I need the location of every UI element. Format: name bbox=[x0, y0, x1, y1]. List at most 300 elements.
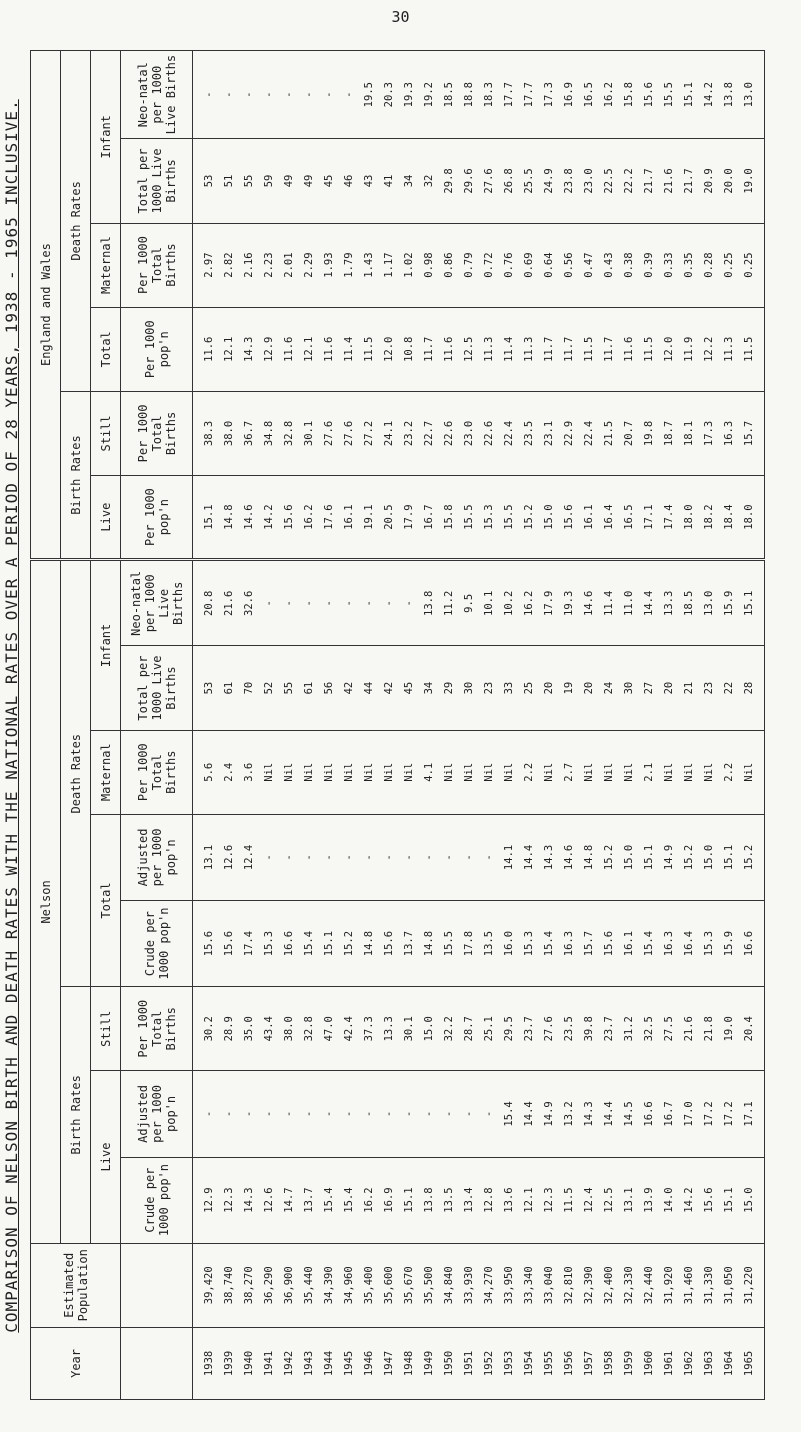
cell-ew-still-per-1000: 27.2 bbox=[362, 420, 375, 447]
cell-nelson-death-adjusted: 15.2 bbox=[602, 844, 615, 871]
cell-nelson-still-per-1000: 15.0 bbox=[422, 1016, 435, 1042]
cell-nelson-maternal: Nil bbox=[602, 762, 615, 782]
cell-nelson-infant-neonatal: 13.3 bbox=[662, 590, 675, 616]
cell-ew-neonatal: 18.5 bbox=[442, 82, 455, 108]
cell-ew-maternal: 0.64 bbox=[542, 252, 555, 278]
cell-nelson-death-crude: 13.7 bbox=[402, 930, 415, 957]
cell-nelson-infant-neonatal: - bbox=[342, 600, 355, 607]
cell-ew-infant-total: 43 bbox=[362, 174, 375, 188]
cell-nelson-still-per-1000: 21.6 bbox=[682, 1016, 695, 1042]
cell-nelson-maternal: Nil bbox=[742, 762, 755, 782]
cell-ew-maternal: 0.35 bbox=[682, 252, 695, 278]
cell-year: 1941 bbox=[262, 1350, 275, 1377]
cell-nelson-infant-total: 61 bbox=[302, 681, 315, 695]
cell-nelson-infant-total: 30 bbox=[462, 681, 475, 695]
cell-nelson-still-per-1000: 20.4 bbox=[742, 1016, 755, 1042]
cell-nelson-death-crude: 17.4 bbox=[242, 930, 255, 957]
cell-nelson-infant-total: 25 bbox=[522, 681, 535, 695]
cell-nelson-live-adjusted: - bbox=[302, 1110, 315, 1118]
cell-nelson-infant-total: 53 bbox=[202, 681, 215, 695]
cell-ew-live: 16.1 bbox=[582, 504, 595, 530]
cell-ew-maternal: 0.98 bbox=[422, 252, 435, 278]
cell-ew-live: 18.2 bbox=[702, 504, 715, 530]
cell-nelson-live-adjusted: - bbox=[442, 1110, 455, 1118]
cell-ew-live: 17.4 bbox=[662, 504, 675, 530]
cell-population: 35,440 bbox=[302, 1266, 315, 1305]
cell-nelson-infant-total: 28 bbox=[742, 681, 755, 695]
cell-ew-still-per-1000: 22.7 bbox=[422, 420, 435, 447]
cell-nelson-live-crude: 12.4 bbox=[582, 1187, 595, 1213]
cell-ew-live: 15.5 bbox=[462, 504, 475, 530]
cell-ew-neonatal: - bbox=[222, 91, 235, 98]
cell-ew-maternal: 1.93 bbox=[322, 252, 335, 278]
cell-ew-total-death: 11.6 bbox=[322, 336, 335, 362]
cell-nelson-infant-neonatal: - bbox=[382, 600, 395, 607]
cell-nelson-still-per-1000: 19.0 bbox=[722, 1016, 735, 1042]
cell-nelson-death-adjusted: - bbox=[442, 854, 455, 861]
cell-nelson-still-per-1000: 32.2 bbox=[442, 1016, 455, 1042]
cell-ew-still-per-1000: 38.3 bbox=[202, 420, 215, 447]
cell-nelson-still-per-1000: 38.0 bbox=[282, 1016, 295, 1042]
cell-nelson-maternal: 2.2 bbox=[722, 762, 735, 782]
cell-ew-neonatal: 19.2 bbox=[422, 82, 435, 108]
cell-nelson-death-crude: 16.3 bbox=[662, 930, 675, 957]
cell-year: 1956 bbox=[562, 1350, 575, 1377]
cell-nelson-live-crude: 13.4 bbox=[462, 1187, 475, 1213]
cell-ew-infant-total: 46 bbox=[342, 174, 355, 188]
header-ew-maternal: Maternal bbox=[91, 223, 121, 307]
cell-ew-still-per-1000: 21.5 bbox=[602, 420, 615, 447]
cell-nelson-infant-total: 61 bbox=[222, 681, 235, 695]
cell-ew-total-death: 10.8 bbox=[402, 336, 415, 362]
cell-nelson-maternal: 3.6 bbox=[242, 762, 255, 782]
cell-nelson-maternal: Nil bbox=[482, 762, 495, 782]
cell-ew-still-per-1000: 22.6 bbox=[442, 420, 455, 447]
cell-ew-total-death: 11.3 bbox=[722, 336, 735, 362]
cell-ew-still-per-1000: 18.1 bbox=[682, 420, 695, 447]
cell-nelson-maternal: 2.4 bbox=[222, 762, 235, 782]
cell-nelson-still-per-1000: 32.8 bbox=[302, 1016, 315, 1042]
header-ew-infant-total: Total per 1000 Live Births bbox=[121, 139, 193, 223]
cell-population: 33,930 bbox=[462, 1266, 475, 1305]
cell-ew-infant-total: 34 bbox=[402, 174, 415, 188]
cell-ew-infant-total: 53 bbox=[202, 174, 215, 188]
cell-nelson-live-adjusted: - bbox=[322, 1110, 335, 1118]
cell-population: 34,960 bbox=[342, 1266, 355, 1305]
cell-ew-live: 19.1 bbox=[362, 504, 375, 530]
cell-population: 34,390 bbox=[322, 1266, 335, 1305]
cell-nelson-death-crude: 16.3 bbox=[562, 930, 575, 957]
cell-nelson-live-crude: 15.1 bbox=[722, 1187, 735, 1213]
cell-nelson-still-per-1000: 32.5 bbox=[642, 1016, 655, 1042]
cell-nelson-live-adjusted: - bbox=[222, 1110, 235, 1118]
cell-nelson-death-adjusted: 15.2 bbox=[742, 844, 755, 871]
cell-ew-neonatal: 15.5 bbox=[662, 82, 675, 108]
cell-year: 1942 bbox=[282, 1350, 295, 1377]
cell-ew-live: 15.8 bbox=[442, 504, 455, 530]
cell-ew-live: 14.8 bbox=[222, 504, 235, 530]
cell-nelson-live-adjusted: 15.4 bbox=[502, 1101, 515, 1127]
cell-ew-neonatal: 19.5 bbox=[362, 82, 375, 108]
cell-nelson-maternal: Nil bbox=[622, 762, 635, 782]
cell-ew-still-per-1000: 27.6 bbox=[322, 420, 335, 447]
cell-nelson-live-adjusted: - bbox=[282, 1110, 295, 1118]
cell-ew-still-per-1000: 20.7 bbox=[622, 420, 635, 447]
cell-nelson-maternal: 4.1 bbox=[422, 762, 435, 782]
header-nelson-still: Still bbox=[91, 987, 121, 1071]
cell-nelson-infant-neonatal: - bbox=[302, 600, 315, 607]
cell-nelson-live-crude: 13.5 bbox=[442, 1187, 455, 1213]
cell-nelson-infant-total: 29 bbox=[442, 681, 455, 695]
header-nelson-infant: Infant bbox=[91, 560, 121, 730]
cell-nelson-live-crude: 12.8 bbox=[482, 1187, 495, 1213]
cell-ew-total-death: 12.9 bbox=[262, 336, 275, 362]
cell-nelson-maternal: Nil bbox=[302, 762, 315, 782]
cell-nelson-infant-total: 70 bbox=[242, 681, 255, 695]
cell-ew-infant-total: 59 bbox=[262, 174, 275, 188]
cell-nelson-still-per-1000: 23.7 bbox=[602, 1016, 615, 1042]
cell-ew-maternal: 0.38 bbox=[622, 252, 635, 278]
cell-year: 1947 bbox=[382, 1350, 395, 1377]
cell-ew-maternal: 0.56 bbox=[562, 252, 575, 278]
cell-nelson-still-per-1000: 29.5 bbox=[502, 1016, 515, 1042]
cell-ew-neonatal: 17.3 bbox=[542, 82, 555, 108]
header-ew-infant: Infant bbox=[91, 51, 121, 224]
header-nelson-live: Live bbox=[91, 1071, 121, 1243]
cell-ew-infant-total: 29.6 bbox=[462, 168, 475, 194]
cell-nelson-maternal: Nil bbox=[262, 762, 275, 782]
cell-nelson-infant-neonatal: 11.2 bbox=[442, 590, 455, 616]
cell-nelson-still-per-1000: 47.0 bbox=[322, 1016, 335, 1042]
cell-nelson-live-adjusted: 14.5 bbox=[622, 1101, 635, 1127]
cell-nelson-maternal: Nil bbox=[282, 762, 295, 782]
cell-nelson-death-crude: 16.1 bbox=[622, 930, 635, 957]
cell-ew-live: 16.7 bbox=[422, 504, 435, 530]
cell-nelson-live-crude: 12.3 bbox=[542, 1187, 555, 1213]
cell-nelson-infant-neonatal: 16.2 bbox=[522, 590, 535, 616]
cell-nelson-infant-total: 55 bbox=[282, 681, 295, 695]
cell-year: 1965 bbox=[742, 1350, 755, 1377]
cell-population: 32,440 bbox=[642, 1266, 655, 1305]
page-number: 30 bbox=[391, 8, 410, 26]
cell-nelson-death-adjusted: - bbox=[322, 854, 335, 861]
cell-ew-live: 17.1 bbox=[642, 504, 655, 530]
header-year: Year bbox=[31, 1327, 121, 1399]
cell-nelson-death-crude: 15.3 bbox=[702, 930, 715, 957]
header-nelson: Nelson bbox=[31, 560, 61, 1243]
cell-nelson-live-crude: 15.1 bbox=[402, 1187, 415, 1213]
cell-ew-neonatal: 17.7 bbox=[522, 82, 535, 108]
cell-nelson-live-crude: 13.1 bbox=[622, 1187, 635, 1213]
cell-nelson-infant-total: 20 bbox=[542, 681, 555, 695]
cell-nelson-death-crude: 15.4 bbox=[542, 930, 555, 957]
cell-population: 32,400 bbox=[602, 1266, 615, 1305]
cell-year: 1961 bbox=[662, 1350, 675, 1377]
cell-nelson-infant-total: 30 bbox=[622, 681, 635, 695]
cell-nelson-death-adjusted: 12.6 bbox=[222, 844, 235, 871]
cell-nelson-death-crude: 17.8 bbox=[462, 930, 475, 957]
cell-nelson-live-crude: 14.0 bbox=[662, 1187, 675, 1213]
cell-nelson-maternal: Nil bbox=[702, 762, 715, 782]
cell-ew-live: 18.4 bbox=[722, 504, 735, 530]
cell-ew-still-per-1000: 36.7 bbox=[242, 420, 255, 447]
cell-nelson-maternal: Nil bbox=[682, 762, 695, 782]
cell-ew-total-death: 11.5 bbox=[582, 336, 595, 362]
cell-ew-neonatal: - bbox=[342, 91, 355, 98]
cell-nelson-death-adjusted: - bbox=[362, 854, 375, 861]
cell-nelson-live-adjusted: - bbox=[342, 1110, 355, 1118]
cell-nelson-death-adjusted: - bbox=[482, 854, 495, 861]
cell-nelson-infant-neonatal: 14.6 bbox=[582, 590, 595, 616]
cell-ew-live: 15.2 bbox=[522, 504, 535, 530]
cell-ew-total-death: 12.0 bbox=[382, 336, 395, 362]
cell-nelson-infant-neonatal: - bbox=[262, 600, 275, 607]
cell-population: 36,900 bbox=[282, 1266, 295, 1305]
col-ew-infant-total bbox=[193, 139, 765, 223]
cell-ew-total-death: 12.5 bbox=[462, 336, 475, 362]
header-nelson-birth-rates: Birth Rates bbox=[61, 987, 91, 1244]
cell-nelson-infant-total: 23 bbox=[482, 681, 495, 695]
cell-ew-live: 16.1 bbox=[342, 504, 355, 530]
cell-nelson-infant-neonatal: 14.4 bbox=[642, 590, 655, 616]
cell-ew-live: 20.5 bbox=[382, 504, 395, 530]
cell-nelson-infant-total: 52 bbox=[262, 681, 275, 695]
header-ew-death-rates: Death Rates bbox=[61, 51, 91, 392]
header-england-wales: England and Wales bbox=[31, 51, 61, 560]
cell-nelson-live-crude: 13.8 bbox=[422, 1187, 435, 1213]
cell-nelson-live-crude: 16.2 bbox=[362, 1187, 375, 1213]
cell-ew-still-per-1000: 23.5 bbox=[522, 420, 535, 447]
cell-nelson-infant-total: 19 bbox=[562, 681, 575, 695]
cell-nelson-death-crude: 15.6 bbox=[222, 930, 235, 957]
cell-ew-neonatal: - bbox=[282, 91, 295, 98]
cell-nelson-death-crude: 15.1 bbox=[322, 930, 335, 957]
cell-ew-maternal: 2.97 bbox=[202, 252, 215, 278]
cell-nelson-death-crude: 15.6 bbox=[602, 930, 615, 957]
cell-nelson-death-adjusted: 14.8 bbox=[582, 844, 595, 871]
cell-nelson-live-adjusted: - bbox=[402, 1110, 415, 1118]
cell-nelson-death-adjusted: - bbox=[282, 854, 295, 861]
cell-ew-neonatal: - bbox=[302, 91, 315, 98]
cell-nelson-live-crude: 13.9 bbox=[642, 1187, 655, 1213]
cell-nelson-infant-neonatal: 11.0 bbox=[622, 590, 635, 616]
cell-ew-still-per-1000: 34.8 bbox=[262, 420, 275, 447]
cell-ew-neonatal: 14.2 bbox=[702, 82, 715, 108]
cell-nelson-death-crude: 15.6 bbox=[202, 930, 215, 957]
cell-nelson-infant-total: 33 bbox=[502, 681, 515, 695]
cell-nelson-live-crude: 12.9 bbox=[202, 1187, 215, 1213]
cell-nelson-infant-neonatal: 15.9 bbox=[722, 590, 735, 616]
cell-year: 1944 bbox=[322, 1350, 335, 1377]
cell-ew-total-death: 11.7 bbox=[562, 336, 575, 362]
cell-nelson-maternal: Nil bbox=[582, 762, 595, 782]
cell-nelson-still-per-1000: 13.3 bbox=[382, 1016, 395, 1042]
cell-population: 31,920 bbox=[662, 1266, 675, 1305]
cell-ew-live: 15.1 bbox=[202, 504, 215, 530]
cell-nelson-live-crude: 15.4 bbox=[342, 1187, 355, 1213]
cell-nelson-infant-neonatal: - bbox=[402, 600, 415, 607]
cell-year: 1959 bbox=[622, 1350, 635, 1377]
cell-year: 1960 bbox=[642, 1350, 655, 1377]
header-estimated-population: Estimated Population bbox=[31, 1243, 121, 1327]
cell-ew-total-death: 12.0 bbox=[662, 336, 675, 362]
cell-ew-neonatal: 13.0 bbox=[742, 82, 755, 108]
cell-ew-maternal: 0.43 bbox=[602, 252, 615, 278]
cell-nelson-maternal: 2.7 bbox=[562, 762, 575, 782]
cell-ew-still-per-1000: 23.0 bbox=[462, 420, 475, 447]
cell-population: 38,740 bbox=[222, 1266, 235, 1305]
col-nelson-live-crude bbox=[193, 1157, 765, 1243]
cell-population: 33,040 bbox=[542, 1266, 555, 1305]
cell-ew-infant-total: 29.8 bbox=[442, 168, 455, 194]
cell-nelson-still-per-1000: 35.0 bbox=[242, 1016, 255, 1042]
cell-nelson-infant-total: 21 bbox=[682, 681, 695, 695]
cell-nelson-live-adjusted: 14.4 bbox=[602, 1101, 615, 1127]
cell-nelson-maternal: Nil bbox=[462, 762, 475, 782]
cell-nelson-death-adjusted: 14.3 bbox=[542, 844, 555, 871]
cell-nelson-death-adjusted: - bbox=[462, 854, 475, 861]
col-ew-neonatal bbox=[193, 51, 765, 139]
cell-ew-infant-total: 22.5 bbox=[602, 168, 615, 194]
cell-ew-live: 16.4 bbox=[602, 504, 615, 530]
cell-ew-still-per-1000: 15.7 bbox=[742, 420, 755, 447]
cell-ew-maternal: 2.82 bbox=[222, 252, 235, 278]
cell-nelson-death-crude: 16.6 bbox=[282, 930, 295, 957]
vital-statistics-table bbox=[30, 50, 765, 1400]
cell-nelson-maternal: 2.2 bbox=[522, 762, 535, 782]
header-nelson-death-adjusted: Adjusted per 1000 pop'n bbox=[121, 814, 193, 900]
cell-nelson-death-adjusted: - bbox=[262, 854, 275, 861]
cell-ew-neonatal: 18.8 bbox=[462, 82, 475, 108]
cell-nelson-death-crude: 13.5 bbox=[482, 930, 495, 957]
header-ew-birth-rates: Birth Rates bbox=[61, 391, 91, 559]
cell-year: 1952 bbox=[482, 1350, 495, 1377]
cell-year: 1958 bbox=[602, 1350, 615, 1377]
cell-nelson-death-adjusted: - bbox=[382, 854, 395, 861]
cell-nelson-live-crude: 12.3 bbox=[222, 1187, 235, 1213]
cell-nelson-death-adjusted: 14.1 bbox=[502, 844, 515, 871]
cell-ew-neonatal: 19.3 bbox=[402, 82, 415, 108]
cell-ew-infant-total: 23.0 bbox=[582, 168, 595, 194]
cell-ew-still-per-1000: 18.7 bbox=[662, 420, 675, 447]
cell-ew-infant-total: 20.9 bbox=[702, 168, 715, 194]
cell-ew-still-per-1000: 16.3 bbox=[722, 420, 735, 447]
cell-ew-maternal: 0.33 bbox=[662, 252, 675, 278]
cell-ew-infant-total: 25.5 bbox=[522, 168, 535, 194]
cell-nelson-infant-neonatal: 10.1 bbox=[482, 590, 495, 616]
cell-nelson-still-per-1000: 30.1 bbox=[402, 1016, 415, 1042]
cell-ew-total-death: 11.6 bbox=[202, 336, 215, 362]
cell-ew-infant-total: 45 bbox=[322, 174, 335, 188]
cell-ew-neonatal: 17.7 bbox=[502, 82, 515, 108]
cell-nelson-maternal: Nil bbox=[502, 762, 515, 782]
cell-ew-live: 17.9 bbox=[402, 504, 415, 530]
cell-ew-maternal: 0.79 bbox=[462, 252, 475, 278]
cell-ew-infant-total: 21.7 bbox=[642, 168, 655, 194]
cell-ew-neonatal: 15.6 bbox=[642, 82, 655, 108]
cell-ew-total-death: 11.7 bbox=[602, 336, 615, 362]
cell-population: 35,500 bbox=[422, 1266, 435, 1305]
cell-ew-maternal: 2.29 bbox=[302, 252, 315, 278]
cell-nelson-death-adjusted: 14.6 bbox=[562, 844, 575, 871]
cell-ew-infant-total: 21.7 bbox=[682, 168, 695, 194]
header-ew-total: Total bbox=[91, 307, 121, 391]
cell-nelson-death-crude: 15.3 bbox=[522, 930, 535, 957]
header-nelson-total: Total bbox=[91, 814, 121, 986]
header-nelson-maternal-per-1000: Per 1000 Total Births bbox=[121, 730, 193, 814]
cell-year: 1949 bbox=[422, 1350, 435, 1377]
col-nelson-death-crude bbox=[193, 901, 765, 987]
cell-nelson-death-adjusted: 15.0 bbox=[622, 844, 635, 871]
cell-nelson-maternal: Nil bbox=[342, 762, 355, 782]
cell-nelson-live-crude: 12.6 bbox=[262, 1187, 275, 1213]
header-nelson-infant-total: Total per 1000 Live Births bbox=[121, 646, 193, 730]
header-ew-still-per-1000: Per 1000 Total Births bbox=[121, 391, 193, 475]
cell-ew-still-per-1000: 17.3 bbox=[702, 420, 715, 447]
cell-nelson-live-adjusted: - bbox=[422, 1110, 435, 1118]
cell-nelson-death-adjusted: 15.0 bbox=[702, 844, 715, 871]
cell-nelson-live-crude: 15.6 bbox=[702, 1187, 715, 1213]
cell-nelson-infant-total: 34 bbox=[422, 681, 435, 695]
header-ew-live: Live bbox=[91, 476, 121, 560]
col-nelson-still-per-1000 bbox=[193, 987, 765, 1071]
cell-nelson-still-per-1000: 27.5 bbox=[662, 1016, 675, 1042]
cell-population: 34,840 bbox=[442, 1266, 455, 1305]
cell-nelson-live-adjusted: 14.4 bbox=[522, 1101, 535, 1127]
cell-ew-neonatal: 16.9 bbox=[562, 82, 575, 108]
cell-ew-total-death: 11.5 bbox=[362, 336, 375, 362]
cell-year: 1939 bbox=[222, 1350, 235, 1377]
cell-ew-maternal: 2.16 bbox=[242, 252, 255, 278]
cell-nelson-death-crude: 16.4 bbox=[682, 930, 695, 957]
cell-year: 1946 bbox=[362, 1350, 375, 1377]
cell-ew-total-death: 11.7 bbox=[422, 336, 435, 362]
cell-nelson-infant-neonatal: 20.8 bbox=[202, 590, 215, 616]
cell-ew-infant-total: 22.2 bbox=[622, 168, 635, 194]
cell-ew-still-per-1000: 30.1 bbox=[302, 420, 315, 447]
cell-nelson-infant-neonatal: - bbox=[282, 600, 295, 607]
header-nelson-infant-neonatal: Neo-natal per 1000 Live Births bbox=[121, 560, 193, 646]
cell-nelson-death-adjusted: 12.4 bbox=[242, 844, 255, 871]
cell-ew-maternal: 0.39 bbox=[642, 252, 655, 278]
cell-nelson-infant-total: 27 bbox=[642, 681, 655, 695]
cell-ew-live: 18.0 bbox=[682, 504, 695, 530]
cell-nelson-infant-neonatal: 15.1 bbox=[742, 590, 755, 616]
cell-ew-total-death: 11.6 bbox=[622, 336, 635, 362]
cell-ew-total-death: 11.9 bbox=[682, 336, 695, 362]
cell-ew-infant-total: 51 bbox=[222, 174, 235, 188]
cell-nelson-live-adjusted: - bbox=[202, 1110, 215, 1118]
cell-population: 31,220 bbox=[742, 1266, 755, 1305]
cell-ew-total-death: 11.4 bbox=[502, 336, 515, 362]
cell-ew-live: 16.2 bbox=[302, 504, 315, 530]
cell-nelson-maternal: Nil bbox=[322, 762, 335, 782]
cell-nelson-infant-total: 42 bbox=[382, 681, 395, 695]
cell-nelson-death-crude: 16.0 bbox=[502, 930, 515, 957]
cell-year: 1948 bbox=[402, 1350, 415, 1377]
cell-ew-maternal: 1.02 bbox=[402, 252, 415, 278]
cell-nelson-still-per-1000: 21.8 bbox=[702, 1016, 715, 1042]
cell-population: 31,330 bbox=[702, 1266, 715, 1305]
cell-nelson-still-per-1000: 28.9 bbox=[222, 1016, 235, 1042]
cell-ew-maternal: 1.17 bbox=[382, 252, 395, 278]
cell-ew-total-death: 11.6 bbox=[282, 336, 295, 362]
cell-population: 31,050 bbox=[722, 1266, 735, 1305]
cell-nelson-death-crude: 15.6 bbox=[382, 930, 395, 957]
cell-ew-live: 18.0 bbox=[742, 504, 755, 530]
header-nelson-live-adjusted: Adjusted per 1000 pop'n bbox=[121, 1071, 193, 1157]
cell-nelson-live-crude: 12.1 bbox=[522, 1187, 535, 1213]
